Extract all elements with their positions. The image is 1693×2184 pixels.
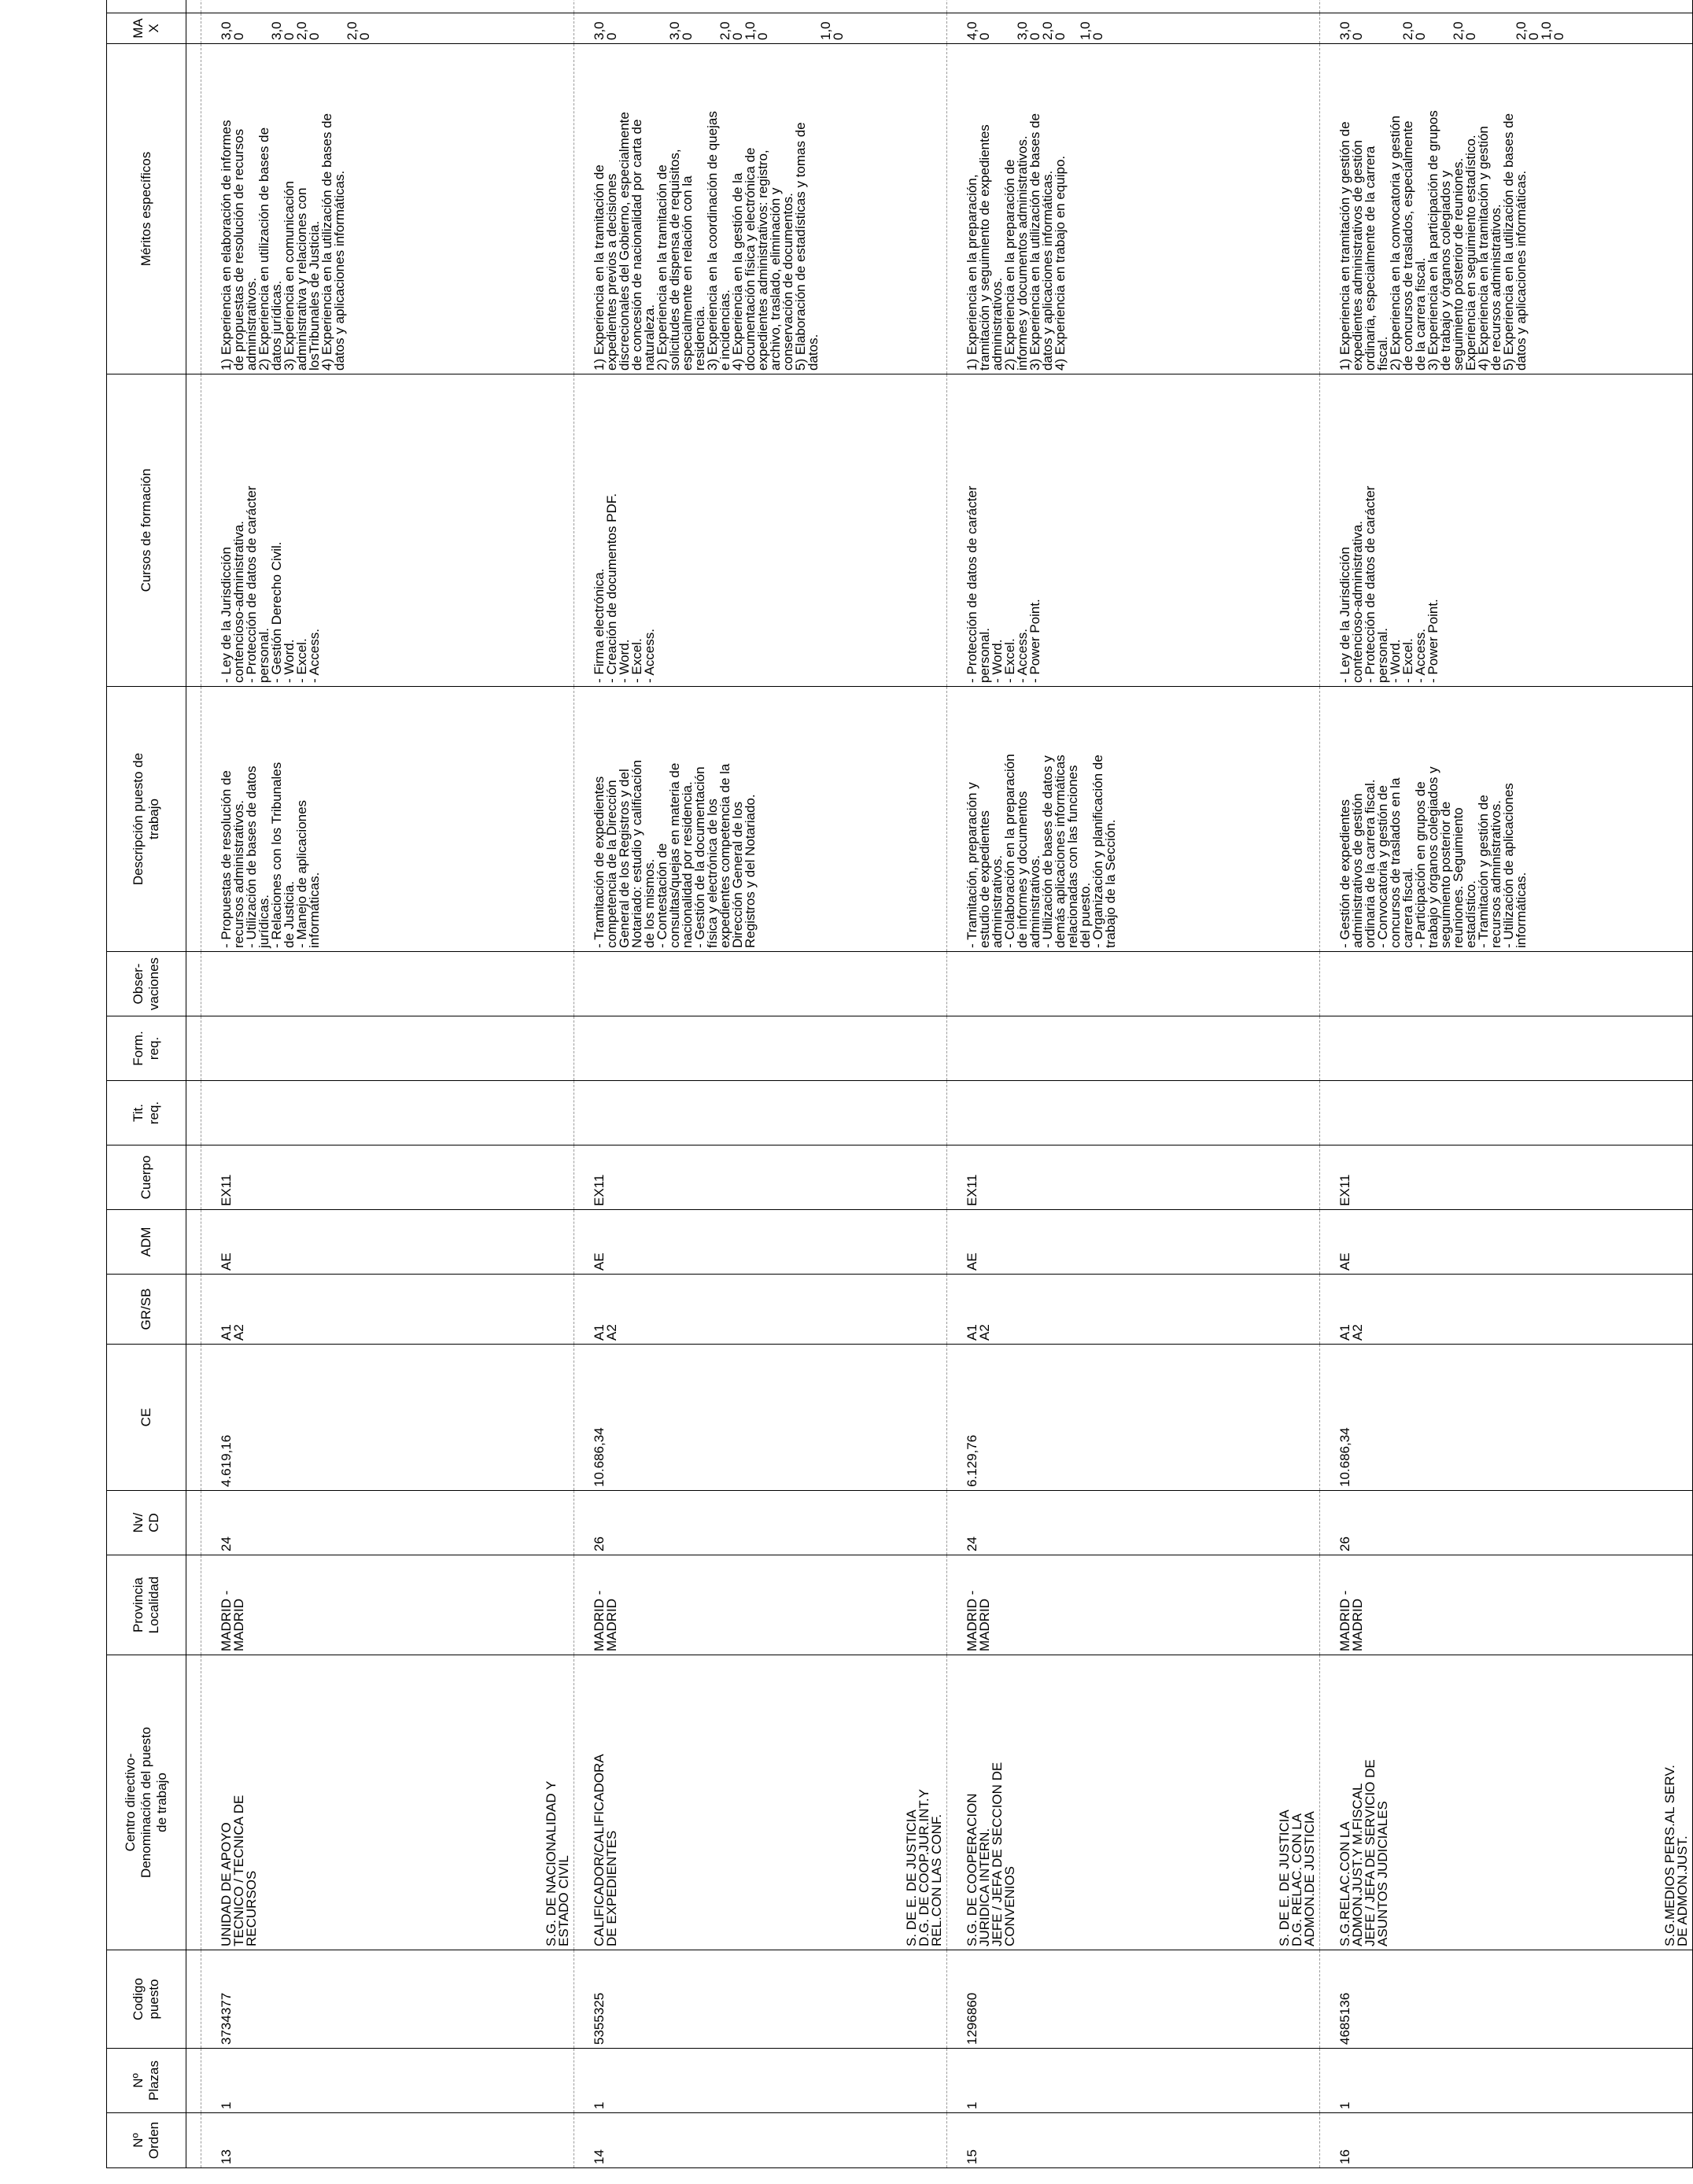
grupo-cell: A1 A2 xyxy=(947,1275,1320,1345)
header-observaciones: Obser- vaciones xyxy=(107,952,186,1016)
observaciones-cell xyxy=(947,952,1320,1016)
observaciones-cell xyxy=(574,952,947,1016)
max-cell: 4,00 3,00 2,00 1,00 xyxy=(947,13,1320,44)
grupo-cell: A1 A2 xyxy=(574,1275,947,1345)
ce-cell: 4.619,16 xyxy=(201,1345,574,1491)
spacer-cell xyxy=(186,687,201,952)
centro-puesto: CALIFICADOR/CALIFICADORA DE EXPEDIENTES xyxy=(592,1754,619,1946)
header-formacion: Form. req. xyxy=(107,1016,186,1081)
observaciones-cell xyxy=(201,952,574,1016)
meritos-cell: 1) Experiencia en tramitación y gestión de expedientes administrativos de gestión ordinaria, especialmente de la carrera fiscal. 2) Experiencia en la convocatoria y gestión de concursos de traslados, especialmente de la carrera fiscal. 3) Experiencia en la participación de grupos de trabajo y órganos colegiados y seguimiento posterior de reuniones. Experiencia en seguimiento estadístico. 4) Experiencia en la tramitación y gestión de recursos administrativos. 5) Experiencia en la utilización de bases de datos y aplicaciones informáticas. xyxy=(1320,44,1693,374)
spacer-cell xyxy=(186,0,201,13)
spacer-cell xyxy=(186,1275,201,1345)
nivel-cell: 26 xyxy=(574,1491,947,1555)
descripcion-cell: - Tramitación, preparación y estudio de expedientes administrativos. - Colaboración en la preparación de informes y documentos administrativos. - Utilización de bases de datos y demás aplicaciones informáticas relacionadas con las funciones del puesto. - Organización y planificación de trabajo de la Sección. xyxy=(947,687,1320,952)
centro-stack xyxy=(966,1658,1316,1946)
centro-cell xyxy=(201,1655,574,1950)
codigo-cell: 4685136 xyxy=(1320,1950,1693,2049)
me-cell xyxy=(574,0,947,13)
ce-cell: 10.686,34 xyxy=(1320,1345,1693,1491)
adm-cell: AE xyxy=(574,1210,947,1275)
header-meritos: Méritos específicos xyxy=(107,44,186,374)
max-cell: 3,00 2,00 2,00 2,00 1,00 xyxy=(1320,13,1693,44)
cursos-cell: - Firma electrónica. - Creación de documentos PDF. - Word. - Excel. - Access. xyxy=(574,374,947,687)
centro-siguiente: S. DE E. DE JUSTICIA D.G. RELAC. CON LA ADMON.DE JUSTICIA xyxy=(1277,1810,1317,1946)
cursos-cell: - Ley de la Jurisdicción contencioso-administrativa. - Protección de datos de carácter personal. - Gestión Derecho Civil. - Word. - Excel. - Access. xyxy=(201,374,574,687)
grupo-cell: A1 A2 xyxy=(201,1275,574,1345)
meritos-cell: 1) Experiencia en elaboración de informes de propuestas de resolución de recursos administrativos. 2) Experiencia en utilización de bases de datos jurídicas. 3) Experiencia en comunicación administrativa y relaciones con losTribunales de Justicia. 4) Experiencia en la utilización de bases de datos y aplicaciones informáticas. xyxy=(201,44,574,374)
titulacion-cell xyxy=(1320,1081,1693,1145)
spacer-cell xyxy=(186,1655,201,1950)
table-row xyxy=(574,0,947,2168)
spacer-cell xyxy=(186,952,201,1016)
spacer-row xyxy=(186,0,201,2168)
spacer-cell xyxy=(186,1016,201,1081)
observaciones-cell xyxy=(1320,952,1693,1016)
header-me xyxy=(107,0,186,13)
header-plazas: Nº Plazas xyxy=(107,2049,186,2113)
centro-cell xyxy=(947,1655,1320,1950)
centro-cell xyxy=(574,1655,947,1950)
orden-cell: 15 xyxy=(947,2113,1320,2168)
header-row xyxy=(107,0,186,2168)
orden-cell: 16 xyxy=(1320,2113,1693,2168)
cuerpo-cell: EX11 xyxy=(947,1145,1320,1210)
header-codigo: Codigo puesto xyxy=(107,1950,186,2049)
titulacion-cell xyxy=(947,1081,1320,1145)
titulacion-cell xyxy=(201,1081,574,1145)
centro-siguiente: S.G.MEDIOS PERS.AL SERV. DE ADMON.JUST. xyxy=(1662,1765,1690,1946)
spacer-cell xyxy=(186,1555,201,1655)
cuerpo-cell: EX11 xyxy=(574,1145,947,1210)
formacion-cell xyxy=(1320,1016,1693,1081)
centro-puesto: S.G. DE COOPERACION JURIDICA INTERN. JEFE / JEFA DE SECCION DE CONVENIOS xyxy=(965,1762,1017,1946)
spacer-cell xyxy=(186,44,201,374)
header-max: MAX xyxy=(107,13,186,44)
header-titulacion: Tit. req. xyxy=(107,1081,186,1145)
spacer-cell xyxy=(186,1081,201,1145)
provincia-cell: MADRID - MADRID xyxy=(947,1555,1320,1655)
header-cuerpo: Cuerpo xyxy=(107,1145,186,1210)
max-cell: 3,00 3,00 2,00 1,00 1,00 xyxy=(574,13,947,44)
centro-cell xyxy=(1320,1655,1693,1950)
max-cell: 3,00 3,00 2,00 2,00 xyxy=(201,13,574,44)
table-row xyxy=(947,0,1320,2168)
plazas-cell: 1 xyxy=(1320,2049,1693,2113)
me-cell xyxy=(1320,0,1693,13)
meritos-cell: 1) Experiencia en la preparación, tramitación y seguimiento de expedientes administrativos. 2) Experiencia en la preparación de informes y documentos administrativos. 3) Experiencia en la utilización de bases de datos y aplicaciones informáticas. 4) Experiencia en trabajo en equipo. xyxy=(947,44,1320,374)
centro-stack xyxy=(593,1658,943,1946)
header-cursos: Cursos de formación xyxy=(107,374,186,687)
codigo-cell: 5355325 xyxy=(574,1950,947,2049)
table-row xyxy=(201,0,574,2168)
formacion-cell xyxy=(947,1016,1320,1081)
spacer-cell xyxy=(186,1210,201,1275)
descripcion-cell: - Propuestas de resolución de recursos administrativos. - Utilización de bases de datos jurídicas. - Relaciones con los Tribunales de Justicia. - Manejo de aplicaciones informáticas. xyxy=(201,687,574,952)
formacion-cell xyxy=(574,1016,947,1081)
adm-cell: AE xyxy=(1320,1210,1693,1275)
header-nivel: Nv/ CD xyxy=(107,1491,186,1555)
header-ce: CE xyxy=(107,1345,186,1491)
spacer-cell xyxy=(186,2049,201,2113)
plazas-cell: 1 xyxy=(574,2049,947,2113)
titulacion-cell xyxy=(574,1081,947,1145)
codigo-cell: 1296860 xyxy=(947,1950,1320,2049)
descripcion-cell: - Gestión de expedientes administrativos de gestión ordinaria de la carrera fiscal. - Convocatoria y gestión de concursos de traslados en la carrera fiscal. - Participación en grupos de trabajo y órganos colegiados y seguimiento posterior de reuniones. Seguimiento estadístico. - Tramitación y gestión de recursos administrativos. - Utilización de aplicaciones informáticas. xyxy=(1320,687,1693,952)
job-positions-table xyxy=(106,0,1693,2168)
header-grupo: GR/SB xyxy=(107,1275,186,1345)
header-centro: Centro directivo- Denominación del puesto de trabajo xyxy=(107,1655,186,1950)
header-orden: Nº Orden xyxy=(107,2113,186,2168)
centro-siguiente: S.G. DE NACIONALIDAD Y ESTADO CIVIL xyxy=(544,1780,571,1946)
codigo-cell: 3734377 xyxy=(201,1950,574,2049)
cursos-cell: - Ley de la Jurisdicción contencioso-administrativa. - Protección de datos de carácter personal. - Word. - Excel. - Access. - Power Point. xyxy=(1320,374,1693,687)
header-provincia: Provincia Localidad xyxy=(107,1555,186,1655)
spacer-cell xyxy=(186,1345,201,1491)
descripcion-cell: - Tramitación de expedientes competencia de la Dirección General de los Registros y del Notariado: estudio y calificación de los mismos. - Contestación de consultas/quejas en materia de nacionalidad por residencia. - Gestión de la documentación física y electrónica de los expedientes competencia de la Dirección General de los Registros y del Notariado. xyxy=(574,687,947,952)
header-adm: ADM xyxy=(107,1210,186,1275)
centro-siguiente: S. DE E. DE JUSTICIA D.G. DE COOP.JUR.INT.Y REL.CON LAS CONF. xyxy=(904,1789,944,1946)
header-descripcion: Descripción puesto de trabajo xyxy=(107,687,186,952)
spacer-cell xyxy=(186,1491,201,1555)
orden-cell: 14 xyxy=(574,2113,947,2168)
ce-cell: 6.129,76 xyxy=(947,1345,1320,1491)
provincia-cell: MADRID - MADRID xyxy=(574,1555,947,1655)
nivel-cell: 26 xyxy=(1320,1491,1693,1555)
spacer-cell xyxy=(186,374,201,687)
table-row xyxy=(1320,0,1693,2168)
cursos-cell: - Protección de datos de carácter personal. - Word. - Excel. - Access. - Power Point. xyxy=(947,374,1320,687)
cuerpo-cell: EX11 xyxy=(201,1145,574,1210)
plazas-cell: 1 xyxy=(947,2049,1320,2113)
spacer-cell xyxy=(186,13,201,44)
me-cell xyxy=(201,0,574,13)
me-cell xyxy=(947,0,1320,13)
provincia-cell: MADRID - MADRID xyxy=(1320,1555,1693,1655)
nivel-cell: 24 xyxy=(201,1491,574,1555)
adm-cell: AE xyxy=(947,1210,1320,1275)
spacer-cell xyxy=(186,2113,201,2168)
spacer-cell xyxy=(186,1145,201,1210)
nivel-cell: 24 xyxy=(947,1491,1320,1555)
centro-stack xyxy=(1339,1658,1689,1946)
centro-stack xyxy=(220,1658,570,1946)
ce-cell: 10.686,34 xyxy=(574,1345,947,1491)
adm-cell: AE xyxy=(201,1210,574,1275)
centro-puesto: S.G.RELAC.CON LA ADMON.JUST.Y M.FISCAL JEFE / JEFA DE SERVICIO DE ASUNTOS JUDICIALES xyxy=(1337,1759,1390,1946)
provincia-cell: MADRID - MADRID xyxy=(201,1555,574,1655)
meritos-cell: 1) Experiencia en la tramitación de expedientes previos a decisiones discrecionales del Gobierno, especialmente de concesión de nacionalidad por carta de naturaleza. 2) Experiencia en la tramitación de solicitudes de dispensa de requisitos, especialmente en relación con la residencia. 3) Experiencia en la coordinación de quejas e incidencias. 4) Experiencia en la gestión de la documentación física y electrónica de expedientes administrativos: registro, archivo, traslado, eliminación y conservación de documentos. 5) Elaboración de estadísticas y tomas de datos. xyxy=(574,44,947,374)
orden-cell: 13 xyxy=(201,2113,574,2168)
spacer-cell xyxy=(186,1950,201,2049)
plazas-cell: 1 xyxy=(201,2049,574,2113)
formacion-cell xyxy=(201,1016,574,1081)
grupo-cell: A1 A2 xyxy=(1320,1275,1693,1345)
cuerpo-cell: EX11 xyxy=(1320,1145,1693,1210)
centro-puesto: UNIDAD DE APOYO TECNICO / TECNICA DE RECURSOS xyxy=(219,1795,259,1946)
